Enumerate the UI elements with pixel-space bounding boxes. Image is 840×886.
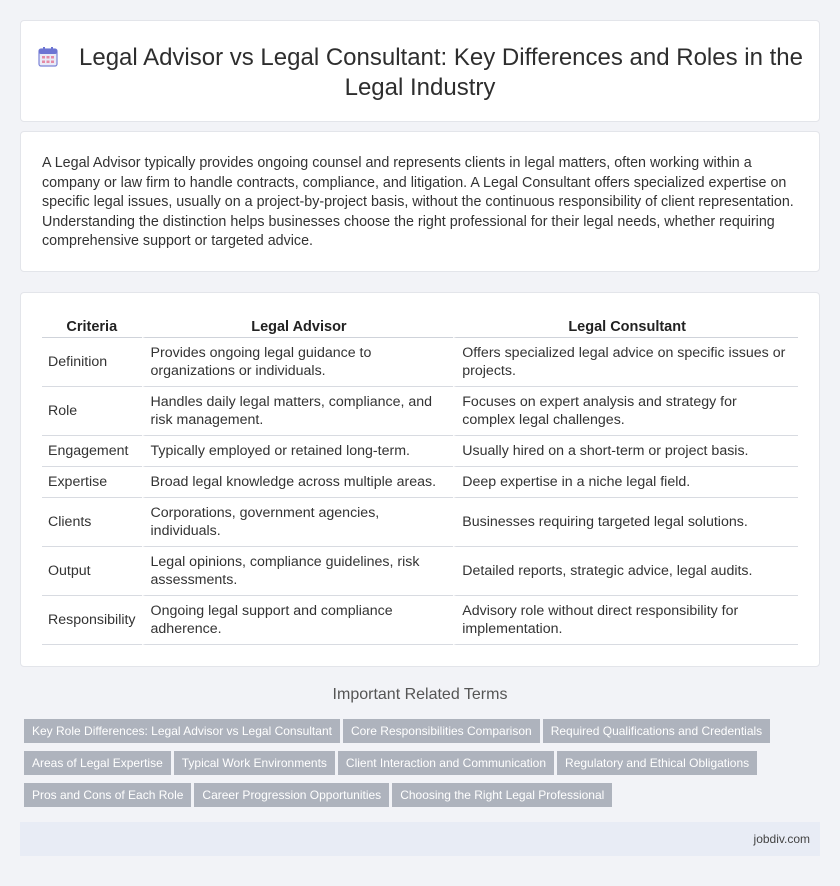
related-terms-title: Important Related Terms	[332, 686, 508, 703]
page-title: Legal Advisor vs Legal Consultant: Key Differences and Roles in the Legal Industry	[79, 44, 803, 101]
consultant-cell: Detailed reports, strategic advice, legal audits.	[453, 547, 798, 596]
consultant-cell: Usually hired on a short-term or project basis.	[453, 436, 798, 467]
row-label: Responsibility	[42, 596, 142, 645]
table-row	[42, 338, 798, 387]
table-row	[42, 596, 798, 645]
related-term-tag[interactable]: Key Role Differences: Legal Advisor vs Legal Consultant	[24, 719, 340, 743]
related-term-tag[interactable]: Required Qualifications and Credentials	[543, 719, 770, 743]
comparison-table	[42, 316, 798, 645]
header-legal-consultant: Legal Consultant	[453, 316, 798, 338]
comparison-card	[20, 292, 820, 667]
header-criteria: Criteria	[42, 316, 142, 338]
intro-card	[20, 131, 820, 272]
table-row	[42, 547, 798, 596]
header-legal-advisor: Legal Advisor	[142, 316, 454, 338]
related-term-tag[interactable]: Typical Work Environments	[174, 751, 335, 775]
table-row	[42, 436, 798, 467]
row-label: Output	[42, 547, 142, 596]
advisor-cell: Broad legal knowledge across multiple areas.	[142, 467, 454, 498]
related-term-tag[interactable]: Choosing the Right Legal Professional	[392, 783, 612, 807]
related-term-tag[interactable]: Client Interaction and Communication	[338, 751, 554, 775]
table-row	[42, 387, 798, 436]
calendar-icon	[37, 46, 59, 68]
consultant-cell: Businesses requiring targeted legal solutions.	[453, 498, 798, 547]
footer	[20, 822, 820, 856]
related-term-tag[interactable]: Core Responsibilities Comparison	[343, 719, 540, 743]
header-card	[20, 20, 820, 122]
consultant-cell: Focuses on expert analysis and strategy for complex legal challenges.	[453, 387, 798, 436]
table-row	[42, 467, 798, 498]
related-terms-tags	[24, 719, 804, 815]
advisor-cell: Handles daily legal matters, compliance, and risk management.	[142, 387, 454, 436]
related-term-tag[interactable]: Areas of Legal Expertise	[24, 751, 171, 775]
advisor-cell: Legal opinions, compliance guidelines, risk assessments.	[142, 547, 454, 596]
consultant-cell: Advisory role without direct responsibility for implementation.	[453, 596, 798, 645]
row-label: Role	[42, 387, 142, 436]
advisor-cell: Provides ongoing legal guidance to organizations or individuals.	[142, 338, 454, 387]
related-term-tag[interactable]: Regulatory and Ethical Obligations	[557, 751, 757, 775]
table-row	[42, 498, 798, 547]
footer-site-link[interactable]: jobdiv.com	[753, 832, 810, 846]
intro-text: A Legal Advisor typically provides ongoing counsel and represents clients in legal matters, often working within a company or law firm to handle contracts, compliance, and litigation. A Legal Consultant offers specialized expertise on specific legal issues, usually on a project-by-project basis, without the continuous responsibility of client representation. Understanding the distinction helps businesses choose the right professional for their legal needs, whether requiring comprehensive support or targeted advice.	[42, 155, 794, 250]
table-header-row	[42, 316, 798, 338]
advisor-cell: Corporations, government agencies, individuals.	[142, 498, 454, 547]
consultant-cell: Deep expertise in a niche legal field.	[453, 467, 798, 498]
row-label: Clients	[42, 498, 142, 547]
row-label: Engagement	[42, 436, 142, 467]
row-label: Definition	[42, 338, 142, 387]
related-term-tag[interactable]: Pros and Cons of Each Role	[24, 783, 191, 807]
row-label: Expertise	[42, 467, 142, 498]
advisor-cell: Ongoing legal support and compliance adherence.	[142, 596, 454, 645]
page-title-wrap	[21, 43, 819, 103]
consultant-cell: Offers specialized legal advice on specific issues or projects.	[453, 338, 798, 387]
related-term-tag[interactable]: Career Progression Opportunities	[194, 783, 389, 807]
advisor-cell: Typically employed or retained long-term.	[142, 436, 454, 467]
